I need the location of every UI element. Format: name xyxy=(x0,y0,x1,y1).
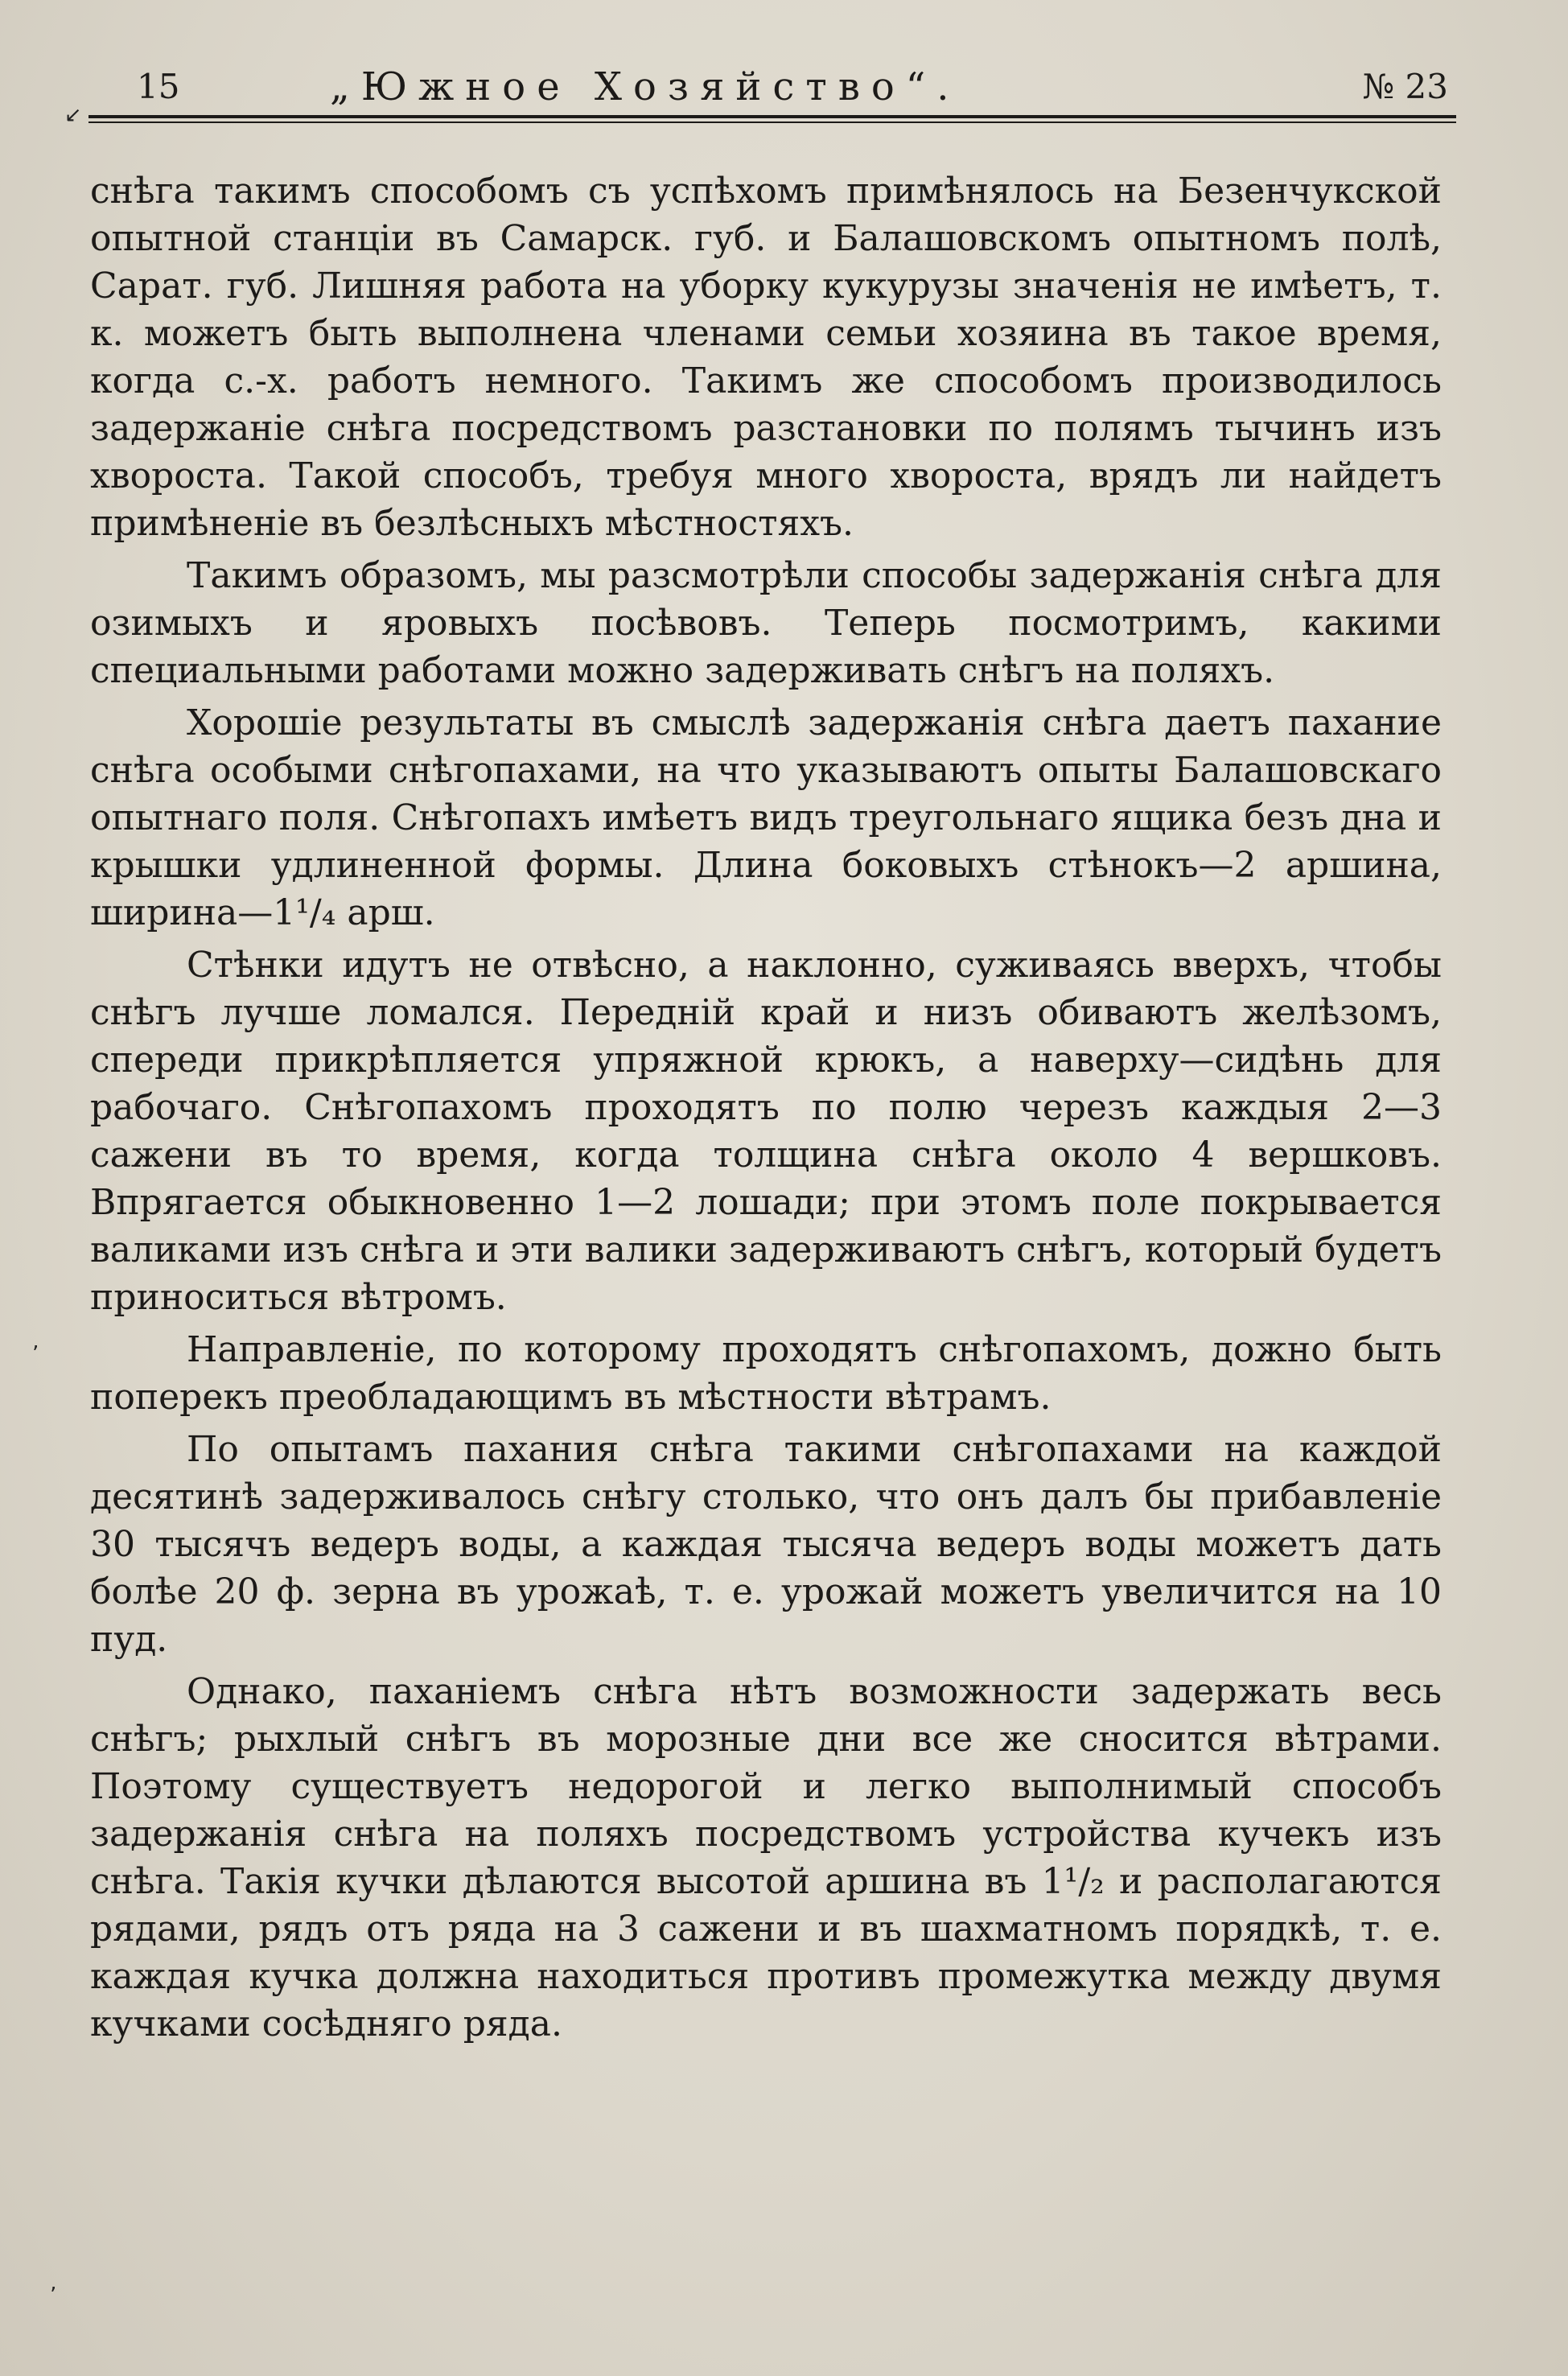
margin-mark: ʼ xyxy=(50,2283,57,2308)
journal-title: „Южное Хозяйство“. xyxy=(330,64,961,109)
paragraph: Такимъ образомъ, мы разсмотрѣли способы задержанія снѣга для озимыхъ и яровыхъ посѣвовъ. Теперь посмотримъ, какими специальными работами можно задерживать снѣгъ на поляхъ. xyxy=(90,555,1442,691)
paragraph: Хорошіе результаты въ смыслѣ задержанія снѣга даетъ пахание снѣга особыми снѣгопахами, на что указываютъ опыты Балашовскаго опытнаго поля. Снѣгопахъ имѣетъ видъ треугольнаго ящика безъ дна и крышки удлиненной формы. Длина боковыхъ стѣнокъ—2 аршина, ширина—1¹/₄ арш. xyxy=(90,702,1442,933)
margin-mark: ↙ xyxy=(64,103,82,127)
issue-number: № 23 xyxy=(1362,67,1448,106)
article-body xyxy=(90,167,1442,2048)
header-rule-thin xyxy=(88,121,1456,123)
paragraph: снѣга такимъ способомъ съ успѣхомъ примѣнялось на Безенчукской опытной станціи въ Самарск. губ. и Балашовскомъ опытномъ полѣ, Сарат. губ. Лишняя работа на уборку кукурузы значенія не имѣетъ, т. к. можетъ быть выполнена членами семьи хозяина въ такое время, когда с.-х. работъ немного. Такимъ же способомъ производилось задержаніе снѣга посредствомъ разстановки по полямъ тычинъ изъ хвороста. Такой способъ, требуя много хвороста, врядъ ли найдетъ примѣненіе въ безлѣсныхъ мѣстностяхъ. xyxy=(90,171,1442,544)
paragraph: Направленіе, по которому проходятъ снѣгопахомъ, дожно быть поперекъ преобладающимъ въ мѣстности вѣтрамъ. xyxy=(90,1329,1442,1418)
paragraph: По опытамъ пахания снѣга такими снѣгопахами на каждой десятинѣ задерживалось снѣгу столько, что онъ далъ бы прибавленіе 30 тысячъ ведеръ воды, а каждая тысяча ведеръ воды можетъ дать болѣе 20 ф. зерна въ урожаѣ, т. е. урожай можетъ увеличится на 10 пуд. xyxy=(90,1429,1442,1660)
paragraph: Стѣнки идутъ не отвѣсно, а наклонно, суживаясь вверхъ, чтобы снѣгъ лучше ломался. Передній край и низъ обиваютъ желѣзомъ, спереди прикрѣпляется упряжной крюкъ, а наверху—сидѣнь для рабочаго. Снѣгопахомъ проходятъ по полю черезъ каждыя 2—3 сажени въ то время, когда толщина снѣга около 4 вершковъ. Впрягается обыкновенно 1—2 лошади; при этомъ поле покрывается валиками изъ снѣга и эти валики задерживаютъ снѣгъ, который будетъ приноситься вѣтромъ. xyxy=(90,945,1442,1318)
header-rule-thick xyxy=(88,115,1456,118)
margin-mark: ʼ xyxy=(32,1342,39,1366)
running-head xyxy=(88,63,1448,119)
page-number: 15 xyxy=(137,67,180,106)
paragraph: Однако, паханіемъ снѣга нѣтъ возможности задержать весь снѣгъ; рыхлый снѣгъ въ морозные дни все же сносится вѣтрами. Поэтому существуетъ недорогой и легко выполнимый способъ задержанія снѣга на поляхъ посредствомъ устройства кучекъ изъ снѣга. Такія кучки дѣлаются высотой аршина въ 1¹/₂ и располагаются рядами, рядъ отъ ряда на 3 сажени и въ шахматномъ порядкѣ, т. е. каждая кучка должна находиться противъ промежутка между двумя кучками сосѣдняго ряда. xyxy=(90,1671,1442,2045)
